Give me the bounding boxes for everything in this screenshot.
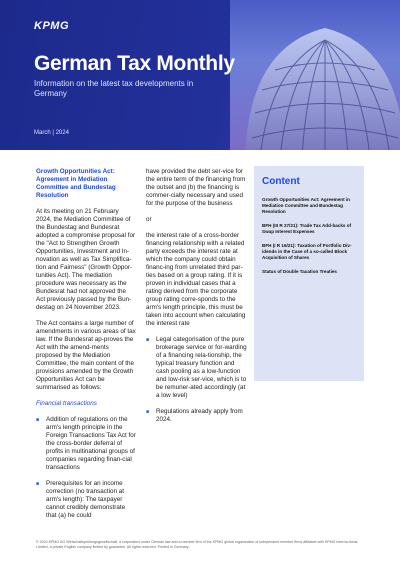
- bullet-list: [146, 336, 248, 424]
- footer-legal: © 2024 KPMG AG Wirtschaftsprüfungsgesellschaft, a corporation under German law and a member firm of the KPMG global organization of independent member firms affiliated with KPMG Interna-tional Limited, a private English company limited by guarantee. All rights reserved. Printed in Germany.: [36, 540, 358, 549]
- section-subheading: Financial transactions: [36, 400, 97, 407]
- list-item: ■ Legal categorisation of the pure brokerage service or for-warding of a financing rela-tionship, the typical treasury function and cash pooling as a low-function and low-risk ser-vice, which is to be remuner-ated accordingly (at a low level): [156, 336, 248, 400]
- paragraph: At its meeting on 21 February 2024, the Mediation Committee of the Bundestag and Bundesrat adopted a compromise proposal for the "Act to Strengthen Growth Opportunities, Investment and In-novation as well as Tax Simplifica-tion and Fairness" (Growth Oppor-tunities Act). The mediation procedure was necessary as the Bundesrat had not approved the Act previously passed by the Bun-destag on 24 November 2023.: [36, 208, 136, 311]
- page-title: German Tax Monthly: [34, 52, 235, 75]
- column-left: [36, 168, 136, 528]
- list-item: ■ Prerequisites for an income correction (no transaction at arm's length): The taxpayer cannot credibly demonstrate that (a) he could: [46, 480, 136, 520]
- contents-box: [254, 166, 364, 381]
- toc-item[interactable]: BFH (III R 27/21): Trade Tax Add-backs of Swap Interest Expenses: [262, 223, 352, 234]
- list-item: ■ Addition of regulations on the arm's length principle in the Foreign Transactions Tax Act for the cross-border deferral of profits in multinational groups of companies regarding finan-cial transactions: [46, 416, 136, 472]
- paragraph: or: [146, 216, 152, 223]
- issue-date: March | 2024: [34, 130, 69, 136]
- kpmg-logo: KPMG: [34, 20, 69, 32]
- reichstag-dome-icon: [240, 18, 400, 150]
- toc-item[interactable]: Status of Double Taxation Treaties: [262, 269, 337, 274]
- column-middle: [146, 168, 248, 432]
- page-subtitle: Information on the latest tax developments in Germany: [34, 79, 194, 98]
- paragraph: The Act contains a large number of amendments in various areas of tax law. If the Bundesrat ap-proves the Act with the amend-ments proposed by the Mediation Committee, the main content of the provisions amended by the Growth Opportunities Act can be summarised as follows:: [36, 320, 136, 391]
- paragraph: the interest rate of a cross-border financing relationship with a related party exceeds the interest rate at which the company could obtain financ-ing from unrelated third par-ties based on a group rating. If it is proven in individual cases that a rating derived from the corporate group rating corre-sponds to the arm's length principle, this must be taken into account when calculating the interest rate: [146, 232, 246, 327]
- paragraph: have provided the debt ser-vice for the entire term of the financing from the outset and (b) the financing is commer-cially necessary and used for the purpose of the business: [146, 168, 246, 207]
- toc-item[interactable]: Growth Opportunities Act: Agreement in Mediation Committee and Bundestag Resolution: [262, 197, 350, 214]
- toc-item[interactable]: BFH (I R 16/21): Taxation of Portfolio Div-idends in the Case of a so-called Block Acquisition of Shares: [262, 243, 352, 260]
- contents-heading: Content: [262, 176, 300, 187]
- list-item: ■ Regulations already apply from 2024.: [156, 408, 248, 424]
- bullet-list: [36, 416, 136, 520]
- article-heading: Growth Opportunities Act: Agreement in Mediation Committee and Bundestag Resolution: [36, 168, 116, 199]
- header-banner: [0, 0, 400, 150]
